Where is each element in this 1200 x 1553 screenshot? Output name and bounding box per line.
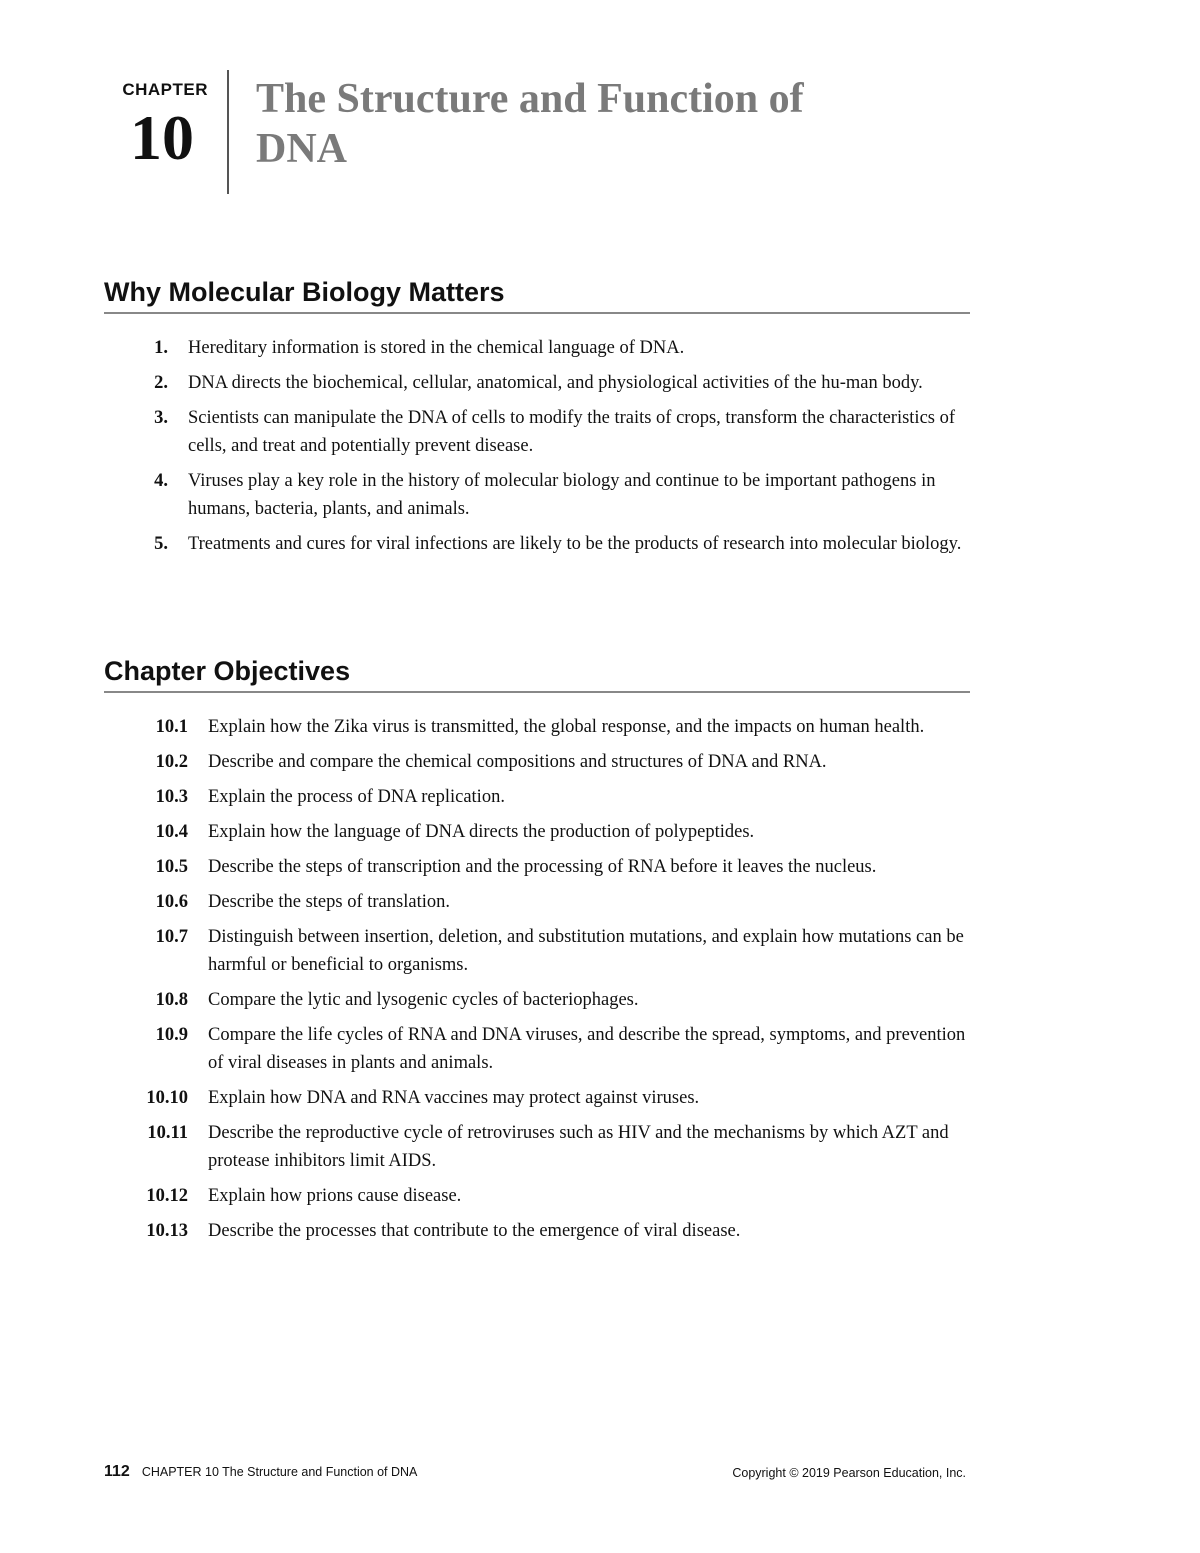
objective-item-number: 10.9	[155, 1025, 188, 1045]
matters-item	[104, 530, 970, 558]
why-matters-heading: Why Molecular Biology Matters	[104, 277, 970, 314]
matters-item-number: 1.	[154, 338, 168, 358]
objective-item-text: Explain the process of DNA replication.	[208, 787, 505, 807]
chapter-title	[256, 74, 976, 174]
why-matters-list	[104, 334, 970, 558]
objective-item-number: 10.2	[155, 752, 188, 772]
objective-item-text: Distinguish between insertion, deletion, and substitution mutations, and explain how mutations can be harmful or beneficial to organisms.	[208, 927, 964, 975]
why-matters-section	[104, 277, 970, 565]
objective-item-text: Describe and compare the chemical compositions and structures of DNA and RNA.	[208, 752, 827, 772]
objective-item-text: Explain how the language of DNA directs the production of polypeptides.	[208, 822, 755, 842]
objective-item-text: Describe the steps of transcription and the processing of RNA before it leaves the nucleus.	[208, 857, 877, 877]
objective-item-text: Explain how DNA and RNA vaccines may protect against viruses.	[208, 1088, 700, 1108]
objective-item	[104, 986, 970, 1014]
matters-item-number: 4.	[154, 471, 168, 491]
objective-item-number: 10.13	[146, 1221, 188, 1241]
objective-item-number: 10.7	[155, 927, 188, 947]
matters-item-number: 2.	[154, 373, 168, 393]
page-number: 112	[104, 1463, 130, 1480]
matters-item	[104, 467, 970, 523]
objective-item-number: 10.4	[155, 822, 188, 842]
matters-item-text: Scientists can manipulate the DNA of cells to modify the traits of crops, transform the characteristics of cells, and treat and potentially prevent disease.	[188, 408, 956, 456]
objective-item-text: Describe the processes that contribute to the emergence of viral disease.	[208, 1221, 741, 1241]
objectives-heading: Chapter Objectives	[104, 656, 970, 693]
objective-item	[104, 818, 970, 846]
objective-item-number: 10.3	[155, 787, 188, 807]
footer-running-head	[104, 1463, 417, 1481]
chapter-number: 10	[130, 102, 194, 173]
objective-item-number: 10.1	[155, 717, 188, 737]
matters-item-text: Viruses play a key role in the history of molecular biology and continue to be important pathogens in humans, bacteria, plants, and animals.	[188, 471, 936, 519]
objective-item-text: Compare the lytic and lysogenic cycles of bacteriophages.	[208, 990, 639, 1010]
objective-item	[104, 1182, 970, 1210]
objective-item	[104, 853, 970, 881]
objective-item-number: 10.11	[147, 1123, 188, 1143]
chapter-label: CHAPTER	[122, 80, 208, 99]
objective-item	[104, 888, 970, 916]
objective-item	[104, 1217, 970, 1245]
chapter-title-line-1: The Structure and Function of	[256, 76, 804, 122]
matters-item-text: Treatments and cures for viral infections are likely to be the products of research into molecular biology.	[188, 534, 962, 554]
matters-item-number: 5.	[154, 534, 168, 554]
objective-item	[104, 1119, 970, 1175]
objectives-list	[104, 713, 970, 1245]
objective-item	[104, 1084, 970, 1112]
matters-item-text: DNA directs the biochemical, cellular, anatomical, and physiological activities of the hu-man body.	[188, 373, 923, 393]
matters-item	[104, 369, 970, 397]
objective-item	[104, 923, 970, 979]
matters-item	[104, 404, 970, 460]
objective-item-number: 10.10	[146, 1088, 188, 1108]
objective-item-number: 10.5	[155, 857, 188, 877]
copyright-notice: Copyright © 2019 Pearson Education, Inc.	[732, 1466, 966, 1480]
objective-item-text: Explain how prions cause disease.	[208, 1186, 462, 1206]
chapter-title-line-2: DNA	[256, 126, 347, 172]
running-head-text: CHAPTER 10 The Structure and Function of DNA	[141, 1465, 418, 1479]
matters-item	[104, 334, 970, 362]
objective-item-number: 10.8	[155, 990, 188, 1010]
objective-item-text: Explain how the Zika virus is transmitted, the global response, and the impacts on human health.	[208, 717, 925, 737]
matters-item-number: 3.	[154, 408, 168, 428]
matters-item-text: Hereditary information is stored in the chemical language of DNA.	[188, 338, 685, 358]
objective-item-text: Describe the reproductive cycle of retroviruses such as HIV and the mechanisms by which AZT and protease inhibitors limit AIDS.	[208, 1123, 949, 1171]
objective-item-text: Compare the life cycles of RNA and DNA viruses, and describe the spread, symptoms, and prevention of viral diseases in plants and animals.	[208, 1025, 966, 1073]
chapter-marker	[104, 70, 208, 173]
objective-item	[104, 783, 970, 811]
objective-item	[104, 713, 970, 741]
objective-item-text: Describe the steps of translation.	[208, 892, 450, 912]
objective-item-number: 10.6	[155, 892, 188, 912]
chapter-divider	[227, 70, 229, 194]
objective-item	[104, 1021, 970, 1077]
objectives-section	[104, 656, 970, 1252]
objective-item-number: 10.12	[146, 1186, 188, 1206]
objective-item	[104, 748, 970, 776]
